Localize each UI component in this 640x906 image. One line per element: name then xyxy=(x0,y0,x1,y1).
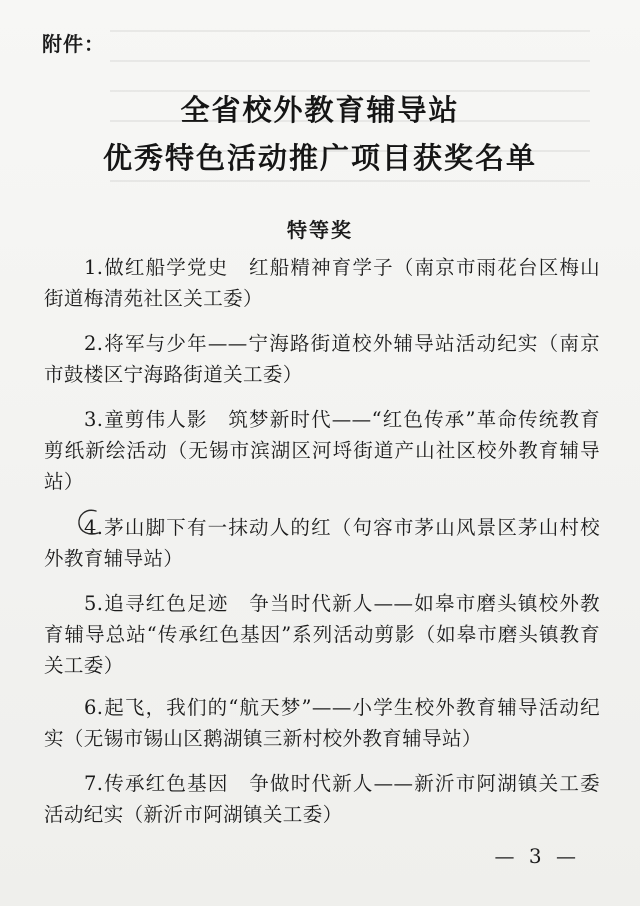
title-line-1: 全省校外教育辅导站 xyxy=(180,93,460,127)
title-line-2: 优秀特色活动推广项目获奖名单 xyxy=(102,141,537,175)
attachment-label: 附件： xyxy=(42,32,105,56)
award-item-6: 6.起飞，我们的“航天梦”——小学生校外教育辅导活动纪实（无锡市锡山区鹅湖镇三新村校外教育辅导站） xyxy=(44,696,600,750)
pen-circle-mark-icon xyxy=(74,505,108,539)
page-number: — 3 — xyxy=(494,844,580,868)
section-heading: 特等奖 xyxy=(287,218,353,242)
award-item-3: 3.童剪伟人影 筑梦新时代——“红色传承”革命传统教育剪纸新绘活动（无锡市滨湖区河埒街道产山社区校外教育辅导站） xyxy=(44,408,600,493)
award-item-5: 5.追寻红色足迹 争当时代新人——如皋市磨头镇校外教育辅导总站“传承红色基因”系列活动剪影（如皋市磨头镇教育关工委） xyxy=(44,592,600,677)
award-item-7: 7.传承红色基因 争做时代新人——新沂市阿湖镇关工委活动纪实（新沂市阿湖镇关工委） xyxy=(44,772,600,826)
award-item-4: 4.茅山脚下有一抹动人的红（句容市茅山风景区茅山村校外教育辅导站） xyxy=(44,516,600,570)
award-item-1: 1.做红船学党史 红船精神育学子（南京市雨花台区梅山街道梅清苑社区关工委） xyxy=(44,256,600,310)
award-item-2: 2.将军与少年——宁海路街道校外辅导站活动纪实（南京市鼓楼区宁海路街道关工委） xyxy=(44,332,600,386)
